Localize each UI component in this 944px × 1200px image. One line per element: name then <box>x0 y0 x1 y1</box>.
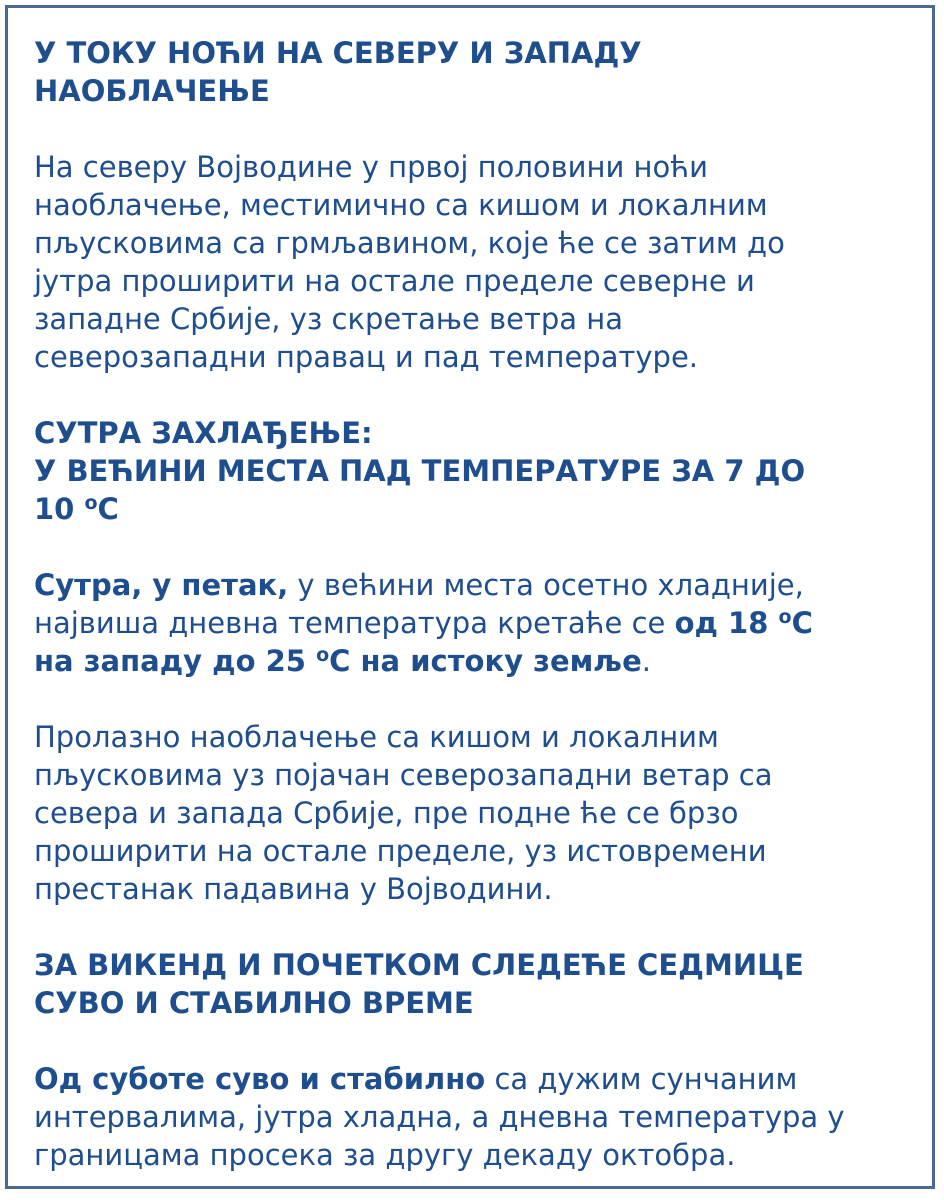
heading-line: У ВЕЋИНИ МЕСТА ПАД ТЕМПЕРАТУРЕ ЗА 7 ДО <box>34 454 806 488</box>
forecast-frame <box>5 5 935 1189</box>
temperature-unit: C <box>97 492 119 526</box>
bold-text: на западу до 25 <box>34 644 306 678</box>
degree-mark: o <box>778 606 792 628</box>
heading-line: ЗА ВИКЕНД И ПОЧЕТКОМ СЛЕДЕЋЕ СЕДМИЦЕ <box>34 948 804 982</box>
heading-cooling <box>34 414 924 528</box>
text-span: највиша дневна температура кретаће се <box>34 606 675 640</box>
spacer <box>34 528 924 566</box>
text-line: престанак падавина у Војводини. <box>34 872 553 906</box>
text-line: западне Србије, уз скретање ветра на <box>34 302 623 336</box>
text-line: границама просека за другу декаду октобра. <box>34 1138 736 1172</box>
text-span: у већини места осетно хладније, <box>288 568 804 602</box>
text-line <box>34 604 924 642</box>
text-line: јутра проширити на остале пределе северне и <box>34 264 755 298</box>
spacer <box>34 908 924 946</box>
spacer <box>34 1022 924 1060</box>
degree-mark: o <box>84 492 98 514</box>
bold-text: C на истоку земље <box>329 644 642 678</box>
text-line <box>34 566 924 604</box>
heading-line: СУВО И СТАБИЛНО ВРЕМЕ <box>34 986 474 1020</box>
heading-line: НАОБЛАЧЕЊЕ <box>34 74 270 108</box>
bold-text: од 18 <box>674 606 769 640</box>
paragraph-passing-clouds <box>34 718 924 908</box>
spacer <box>34 110 924 148</box>
heading-weekend <box>34 946 924 1022</box>
paragraph-weekend <box>34 1060 924 1174</box>
bold-text: Сутра, у петак, <box>34 568 289 602</box>
heading-night-clouding <box>34 34 924 110</box>
temperature-value: 10 <box>34 492 75 526</box>
text-line: северозападни правац и пад температуре. <box>34 340 699 374</box>
text-span: . <box>641 644 651 678</box>
text-line <box>34 642 924 680</box>
heading-line: У ТОКУ НОЋИ НА СЕВЕРУ И ЗАПАДУ <box>34 36 642 70</box>
text-line: севера и запада Србије, пре подне ће се брзо <box>34 796 739 830</box>
spacer <box>34 680 924 718</box>
spacer <box>34 376 924 414</box>
text-line: На северу Војводине у првој половини ноћи <box>34 150 709 184</box>
paragraph-tomorrow <box>34 566 924 680</box>
text-line: наоблачење, местимично са кишом и локалним <box>34 188 768 222</box>
heading-line: СУТРА ЗАХЛАЂЕЊЕ: <box>34 416 373 450</box>
text-line: интервалима, јутра хладна, а дневна температура у <box>34 1100 845 1134</box>
degree-mark: o <box>316 644 330 666</box>
bold-text: Од суботе суво и стабилно <box>34 1062 486 1096</box>
text-line: пљусковима уз појачан северозападни ветар са <box>34 758 773 792</box>
text-line <box>34 1060 924 1098</box>
text-line: Пролазно наоблачење са кишом и локалним <box>34 720 719 754</box>
text-line: проширити на остале пределе, уз истовремени <box>34 834 767 868</box>
text-line: пљусковима са грмљавином, које ће се затим до <box>34 226 785 260</box>
forecast-content <box>34 34 924 1174</box>
paragraph-night <box>34 148 924 376</box>
heading-line <box>34 490 924 528</box>
text-span: са дужим сунчаним <box>485 1062 798 1096</box>
bold-text: C <box>791 606 813 640</box>
